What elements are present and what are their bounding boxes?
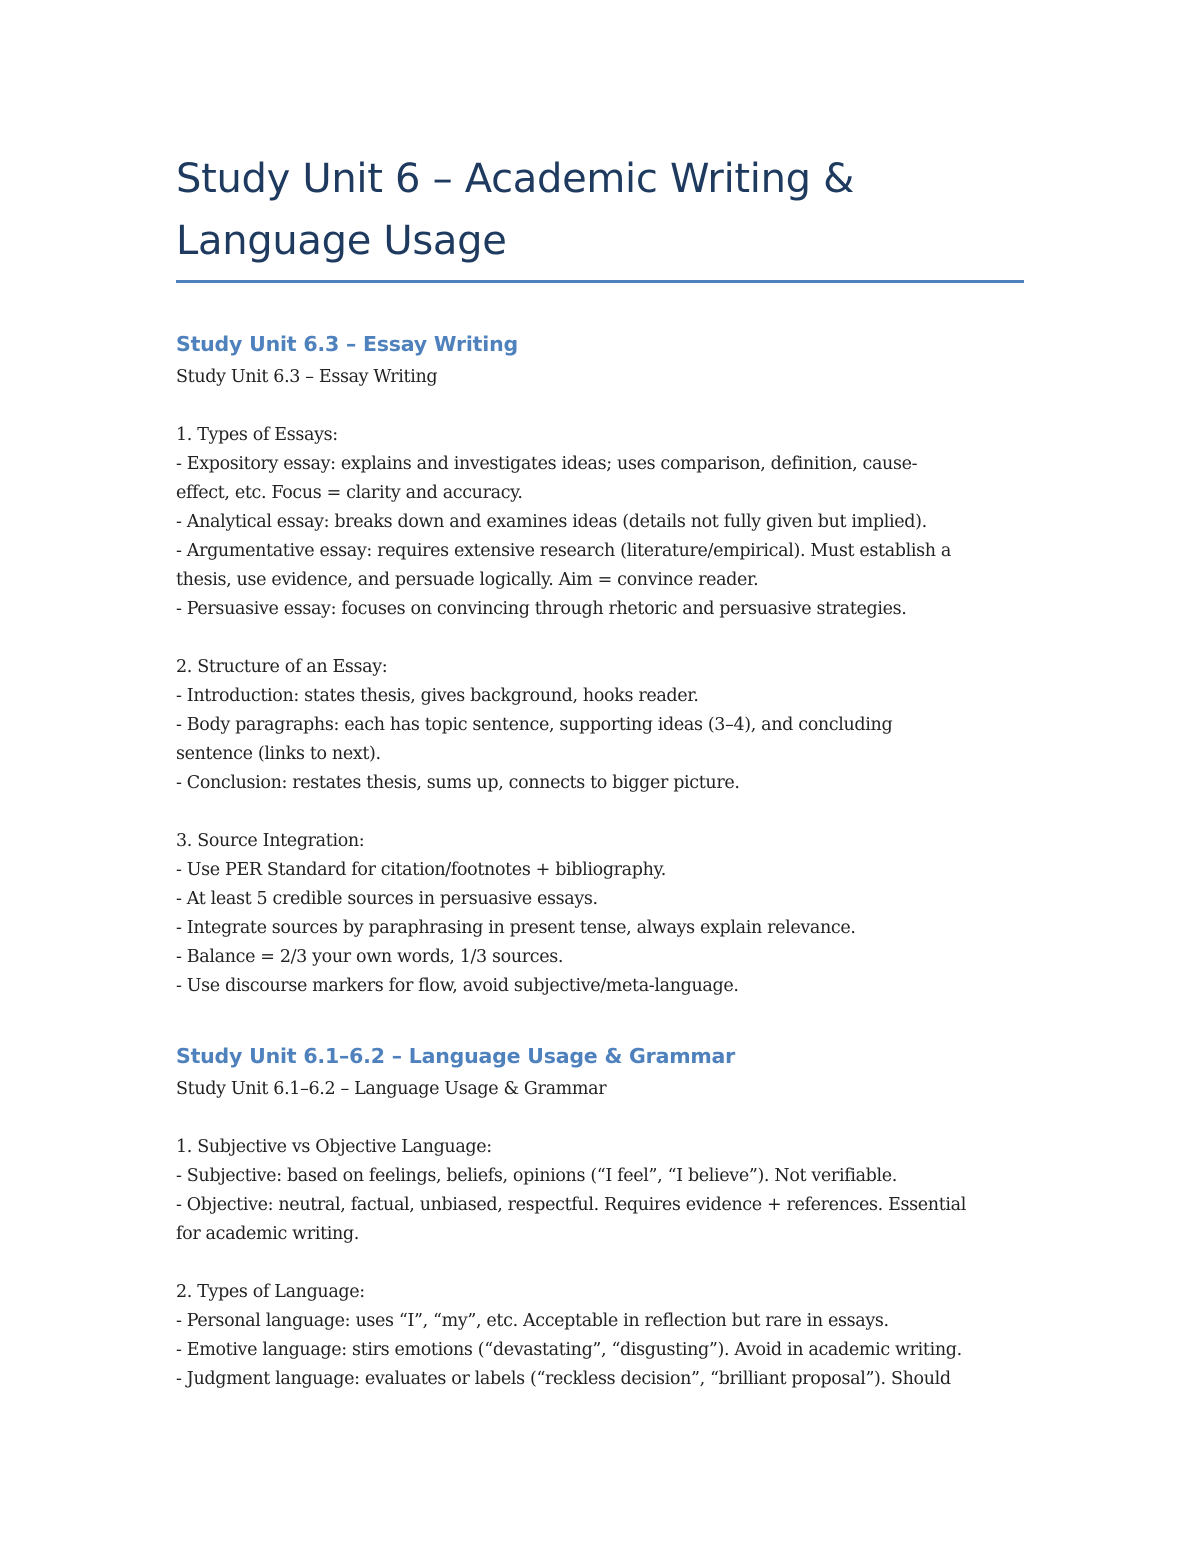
body-text-line: - Conclusion: restates thesis, sums up, connects to bigger picture. — [176, 773, 740, 793]
blank-line — [176, 624, 1026, 653]
section-heading: Study Unit 6.3 – Essay Writing — [176, 332, 518, 356]
body-text-line: Study Unit 6.1–6.2 – Language Usage & Grammar — [176, 1079, 607, 1099]
document-page — [176, 148, 1026, 1394]
body-text-line: - Use PER Standard for citation/footnotes + bibliography. — [176, 860, 666, 880]
body-text-line: - Expository essay: explains and investigates ideas; uses comparison, definition, cause- — [176, 454, 918, 474]
body-text-line: 1. Subjective vs Objective Language: — [176, 1137, 492, 1157]
title-underline — [176, 280, 1024, 283]
document-body — [176, 329, 1026, 1394]
body-text-line: - Argumentative essay: requires extensive research (literature/empirical). Must establish a — [176, 541, 951, 561]
body-text-line: - Subjective: based on feelings, beliefs, opinions (“I feel”, “I believe”). Not verifiable. — [176, 1166, 897, 1186]
body-text-line: - Use discourse markers for flow, avoid subjective/meta-language. — [176, 976, 739, 996]
section-2 — [176, 1041, 1026, 1394]
body-text-line: - Body paragraphs: each has topic sentence, supporting ideas (3–4), and concluding — [176, 715, 893, 735]
body-text-line: 2. Types of Language: — [176, 1282, 365, 1302]
blank-line — [176, 1249, 1026, 1278]
body-text-line: 1. Types of Essays: — [176, 425, 338, 445]
body-text-line: - Analytical essay: breaks down and examines ideas (details not fully given but implied). — [176, 512, 927, 532]
body-text-line: 3. Source Integration: — [176, 831, 365, 851]
body-text-line: - Objective: neutral, factual, unbiased, respectful. Requires evidence + references. Essential — [176, 1195, 966, 1215]
body-text-line: - Emotive language: stirs emotions (“devastating”, “disgusting”). Avoid in academic writing. — [176, 1340, 962, 1360]
section-1 — [176, 329, 1026, 1001]
body-text-line: - Introduction: states thesis, gives background, hooks reader. — [176, 686, 699, 706]
document-title-line-2: Language Usage — [176, 218, 507, 264]
body-text-line: effect, etc. Focus = clarity and accuracy. — [176, 483, 523, 503]
blank-line — [176, 392, 1026, 421]
section-heading: Study Unit 6.1–6.2 – Language Usage & Grammar — [176, 1044, 736, 1068]
body-text-line: - Balance = 2/3 your own words, 1/3 sources. — [176, 947, 564, 967]
body-text-line: 2. Structure of an Essay: — [176, 657, 388, 677]
blank-line — [176, 798, 1026, 827]
body-text-line: thesis, use evidence, and persuade logically. Aim = convince reader. — [176, 570, 759, 590]
body-text-line: - Personal language: uses “I”, “my”, etc. Acceptable in reflection but rare in essays. — [176, 1311, 889, 1331]
blank-line — [176, 1104, 1026, 1133]
body-text-line: - Judgment language: evaluates or labels (“reckless decision”, “brilliant proposal”). Should — [176, 1369, 951, 1389]
document-title-line-1: Study Unit 6 – Academic Writing & — [176, 156, 855, 202]
document-title — [176, 148, 1026, 272]
body-text-line: - At least 5 credible sources in persuasive essays. — [176, 889, 598, 909]
body-text-line: - Integrate sources by paraphrasing in present tense, always explain relevance. — [176, 918, 856, 938]
body-text-line: for academic writing. — [176, 1224, 359, 1244]
body-text-line: sentence (links to next). — [176, 744, 381, 764]
body-text-line: Study Unit 6.3 – Essay Writing — [176, 367, 438, 387]
body-text-line: - Persuasive essay: focuses on convincing through rhetoric and persuasive strategies. — [176, 599, 907, 619]
